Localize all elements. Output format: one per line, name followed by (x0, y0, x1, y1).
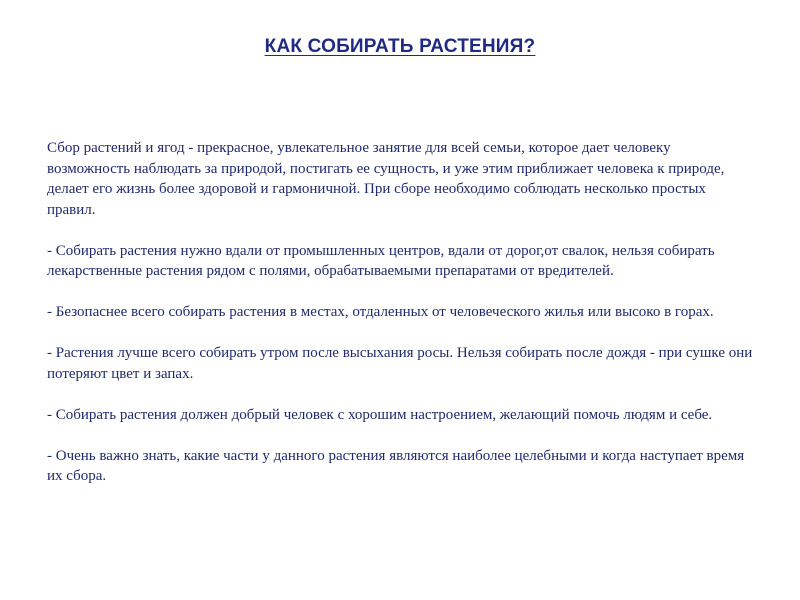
rule-paragraph-3: - Растения лучше всего собирать утром после высыхания росы. Нельзя собирать после дождя - при сушке они потеряют цвет и запах. (47, 345, 753, 382)
slide-title: КАК СОБИРАТЬ РАСТЕНИЯ? (264, 36, 536, 57)
rule-paragraph-5: - Очень важно знать, какие части у данного растения являются наиболее целебными и когда наступает время их сбора. (47, 447, 745, 484)
intro-paragraph: Сбор растений и ягод - прекрасное, увлекательное занятие для всей семьи, которое дает человеку возможность наблюдать за природой, постигать ее сущность, и уже этим приближает человека к природе, делает его жизнь более здоровой и гармоничной. При сборе необходимо соблюдать несколько простых правил. (47, 140, 725, 218)
rule-paragraph-2: - Безопаснее всего собирать растения в местах, отдаленных от человеческого жилья или высоко в горах. (47, 304, 714, 320)
rule-paragraph-1: - Собирать растения нужно вдали от промышленных центров, вдали от дорог,от свалок, нельзя собирать лекарственные растения рядом с полями, обрабатываемыми препаратами от вредителей. (47, 242, 715, 279)
rule-paragraph-4: - Собирать растения должен добрый человек с хорошим настроением, желающий помочь людям и себе. (47, 406, 713, 423)
slide-body (47, 138, 757, 507)
